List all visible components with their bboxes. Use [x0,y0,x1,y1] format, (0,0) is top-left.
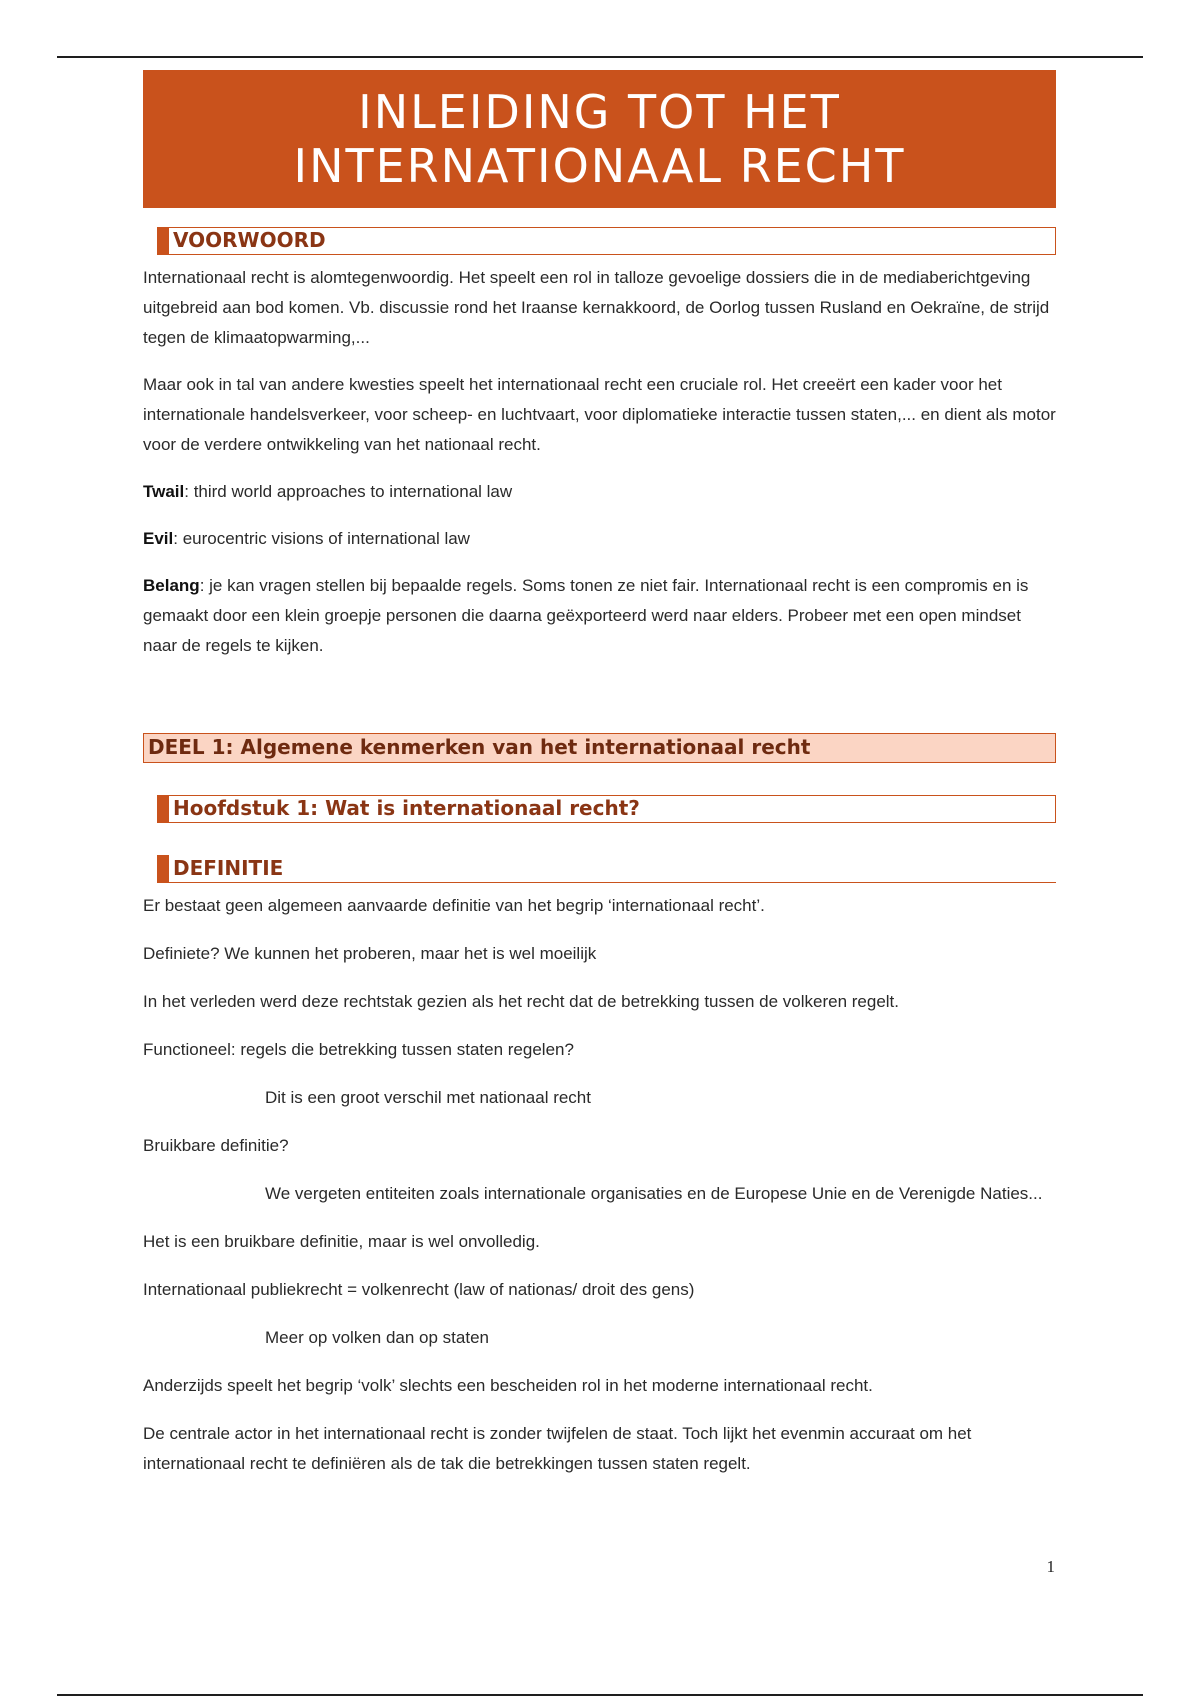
belang-term: Belang [143,576,200,595]
evil-term: Evil [143,529,174,548]
evil-paragraph [143,524,1056,554]
definitie-line: Functioneel: regels die betrekking tussen staten regelen? [143,1040,574,1059]
twail-paragraph [143,477,1056,507]
belang-text: : je kan vragen stellen bij bepaalde regels. Soms tonen ze niet fair. Internationaal recht is een compromis en is gemaakt door een klein groepje personen die daarna geëxporteerd werd naar elders. Probeer met een open mindset naar de regels te kijken. [143,576,1029,655]
definitie-line: In het verleden werd deze rechtstak gezien als het recht dat de betrekking tussen de volkeren regelt. [143,992,900,1011]
definitie-line: Internationaal publiekrecht = volkenrecht (law of nationas/ droit des gens) [143,1280,695,1299]
twail-term: Twail [143,482,185,501]
title-line-1: INLEIDING TOT HET [358,85,841,139]
definitie-line: Er bestaat geen algemeen aanvaarde definitie van het begrip ‘internationaal recht’. [143,896,765,915]
belang-paragraph [143,571,1056,661]
definitie-line: Bruikbare definitie? [143,1136,289,1155]
twail-definition: : third world approaches to international law [184,482,513,501]
definitie-line: De centrale actor in het internationaal recht is zonder twijfelen de staat. Toch lijkt het evenmin accuraat om het internationaal recht te definiëren als de tak die betrekkingen tussen staten regelt. [143,1424,972,1473]
section-heading-definitie: DEFINITIE [157,855,1056,883]
definitie-line: Anderzijds speelt het begrip ‘volk’ slechts een bescheiden rol in het moderne internationaal recht. [143,1376,873,1395]
definitie-line: Definiete? We kunnen het proberen, maar het is wel moeilijk [143,944,597,963]
top-rule [57,56,1143,58]
part-heading-deel-1: DEEL 1: Algemene kenmerken van het internationaal recht [143,733,1056,763]
document-page [143,70,1056,1479]
title-line-2: INTERNATIONAAL RECHT [293,139,906,193]
voorwoord-paragraph-2: Maar ook in tal van andere kwesties speelt het internationaal recht een cruciale rol. Het creeërt een kader voor het internationale handelsverkeer, voor scheep- en luchtvaart, voor diplomatieke interactie tussen staten,... en dient als motor voor de verdere ontwikkeling van het nationaal recht. [143,375,1056,454]
evil-definition: : eurocentric visions of international law [173,529,470,548]
definitie-line: Het is een bruikbare definitie, maar is wel onvolledig. [143,1232,540,1251]
definitie-indented-line: We vergeten entiteiten zoals internationale organisaties en de Europese Unie en de Verenigde Naties... [265,1184,1043,1203]
voorwoord-paragraph-1: Internationaal recht is alomtegenwoordig. Het speelt een rol in talloze gevoelige dossiers die in de mediaberichtgeving uitgebreid aan bod komen. Vb. discussie rond het Iraanse kernakkoord, de Oorlog tussen Rusland en Oekraïne, de strijd tegen de klimaatopwarming,... [143,268,1050,347]
title-banner [143,70,1056,208]
definitie-indented-line: Dit is een groot verschil met nationaal recht [265,1088,591,1107]
section-heading-voorwoord: VOORWOORD [157,227,1056,255]
definitie-indented-line: Meer op volken dan op staten [265,1328,489,1347]
bottom-rule [57,1694,1143,1696]
page-number: 1 [1046,1557,1055,1576]
chapter-heading-1: Hoofdstuk 1: Wat is internationaal recht? [157,795,1056,823]
